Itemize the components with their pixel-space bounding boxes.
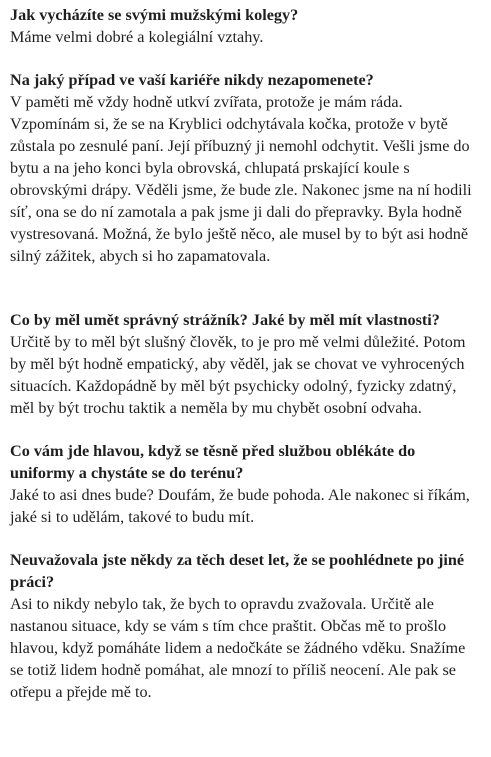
question-heading: Jak vycházíte se svými mužskými kolegy? [10, 6, 299, 24]
answer-paragraph: V paměti mě vždy hodně utkví zvířata, protože je mám ráda. Vzpomínám si, že se na Kryblici odchytávala kočka, protože v bytě zůstala po zesnulé paní. Její příbuzný ji nemohl odchytit. Vešli jsme do bytu a na jeho konci byla obrovská, chlupatá prskající koule s obrovskými drápy. Věděli jsme, že bude zle. Nakonec jsme na ní hodili síť, ona se do ní zamotala a pak jsme ji dali do přepravky. Byla hodně vystresovaná. Možná, že bylo ještě něco, ale musel by to být asi hodně silný zážitek, abych si ho zapamatovala. [10, 93, 472, 265]
question-heading: Neuvažovala jste někdy za těch deset let, že se poohlédnete po jiné práci? [10, 551, 465, 591]
question-heading: Co vám jde hlavou, když se těsně před službou oblékáte do uniformy a chystáte se do terénu? [10, 442, 416, 482]
qa-block-4 [10, 440, 481, 528]
answer-paragraph: Máme velmi dobré a kolegiální vztahy. [10, 28, 264, 46]
answer-paragraph: Asi to nikdy nebylo tak, že bych to opravdu zvažovala. Určitě ale nastanou situace, kdy se vám s tím chce praštit. Občas mě to prošlo hlavou, když pomáháte lidem a nedočkáte se žádného vděku. Snažíme se totiž lidem hodně pomáhat, ale mnozí to příliš neocení. Ale pak se otřepu a přejde mě to. [10, 595, 466, 701]
qa-block-2 [10, 69, 481, 267]
question-heading: Na jaký případ ve vaší kariéře nikdy nezapomenete? [10, 71, 374, 89]
qa-block-1 [10, 4, 481, 48]
qa-block-3 [10, 309, 481, 419]
answer-paragraph: Jaké to asi dnes bude? Doufám, že bude pohoda. Ale nakonec si říkám, jaké si to udělám, takové to budu mít. [10, 486, 470, 526]
question-heading: Co by měl umět správný strážník? Jaké by měl mít vlastnosti? [10, 311, 440, 329]
answer-paragraph: Určitě by to měl být slušný člověk, to je pro mě velmi důležité. Potom by měl být hodně empatický, aby věděl, jak se chovat ve vyhrocených situacích. Každopádně by měl být psychicky odolný, fyzicky zdatný, měl by být trochu taktik a neměla by mu chybět osobní odvaha. [10, 333, 466, 417]
qa-block-5 [10, 549, 481, 703]
